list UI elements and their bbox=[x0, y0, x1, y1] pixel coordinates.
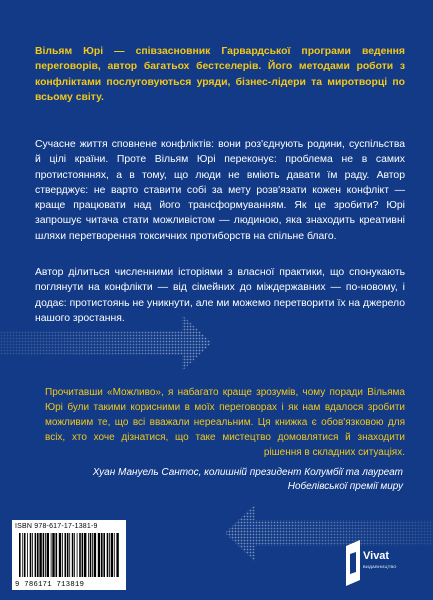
review-quote: Прочитавши «Можливо», я набагато краще зрозумів, чому поради Вільяма Юрі були такими корисними в моїх переговорах і як нам вдалося зробити можливим те, що всі вважали нереальним. Ця книжка є обов'язковою для всіх, хто хоче дізнатися, що таке мистецтво домовлятися й знаходити рішення в складних ситуаціях. bbox=[45, 387, 405, 458]
quote-attribution: Хуан Мануель Сантос, колишній президент Колумбії та лауреат Нобелівської премії миру bbox=[92, 467, 403, 493]
author-intro: Вільям Юрі — співзасновник Гарвардської програми ведення переговорів, автор багатьох бестселерів. Його методами роботи з конфліктами послуговуються уряди, бізнес-лідери та миротворці по всьому світу. bbox=[35, 46, 405, 103]
description-paragraph-2: Автор ділиться численними історіями з власної практики, що спонукають поглянути на конфлікти — від сімейних до міждержавних — по-новому, і додає: протистоянь не уникнути, але ми можемо перетворити їх на джерело нашого зростання. bbox=[35, 267, 405, 324]
barcode-bars bbox=[15, 533, 123, 577]
barcode bbox=[12, 520, 126, 590]
barcode-digits: 9 786171 713819 bbox=[15, 581, 85, 589]
right-arrow-graphic bbox=[0, 307, 433, 377]
publisher-subtitle: ВИДАВНИЦТВО bbox=[363, 564, 397, 569]
publisher-logo bbox=[344, 540, 399, 586]
isbn-label: ISBN 978-617-17-1381-9 bbox=[15, 523, 98, 530]
publisher-logo-mark bbox=[344, 540, 399, 586]
publisher-name: Vivat bbox=[363, 550, 390, 562]
description-paragraph-1: Сучасне життя сповнене конфліктів: вони роз'єднують родини, суспільства й цілі країни. Проте Вільям Юрі переконує: проблема не в самих протистояннях, а в тому, що люди не вміють давати їм раду. Автор стверджує: не варто ставити собі за мету розв'язати кожен конфлікт — краще працювати над його трансформуванням. Як це зробити? Юрі запрошує читача стати можливістом — людиною, яка знаходить креативні шляхи перетворення токсичних протиборств на спільне благо. bbox=[35, 139, 405, 242]
